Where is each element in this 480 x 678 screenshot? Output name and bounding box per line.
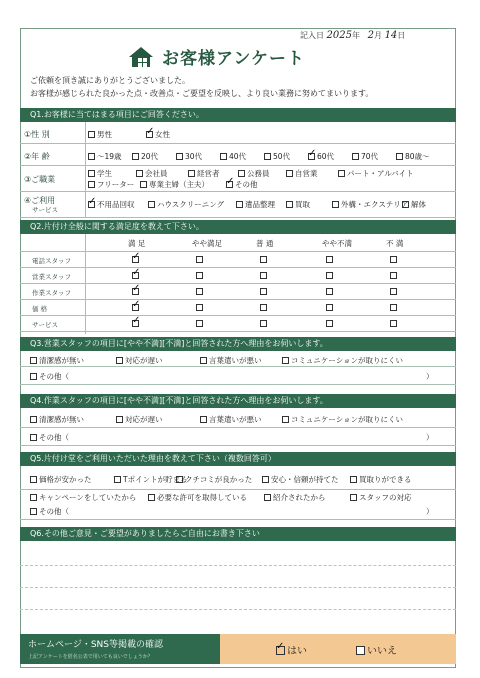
no-label: いいえ (367, 646, 397, 657)
q3-option[interactable] (282, 355, 403, 366)
checkbox[interactable] (402, 201, 409, 208)
checkbox[interactable] (176, 476, 183, 483)
intro-text (30, 74, 373, 100)
checkbox[interactable] (146, 131, 153, 138)
rating-checkbox[interactable] (260, 272, 267, 279)
checkbox[interactable] (140, 181, 147, 188)
checkbox[interactable] (308, 153, 315, 160)
rating-checkbox[interactable] (196, 256, 203, 263)
q3-title: Q3.営業スタッフの項目に[やや不満][不満]と回答された方へ理由をお伺いします。 (20, 337, 456, 351)
option-label: 言葉遣いが悪い (209, 415, 262, 424)
rating-checkbox[interactable] (132, 320, 139, 327)
job-option[interactable] (238, 168, 270, 179)
day-unit: 日 (397, 31, 406, 40)
q5-option[interactable] (264, 492, 326, 503)
title-row (128, 44, 305, 69)
option-label: 50代 (273, 152, 291, 161)
checkbox[interactable] (220, 153, 227, 160)
q4-options-row (20, 408, 456, 428)
job-option[interactable] (226, 179, 258, 190)
comment-line-2[interactable] (20, 587, 456, 588)
q2-column-header: やや不満 (322, 239, 352, 248)
checkbox[interactable] (30, 508, 37, 515)
job-option[interactable] (140, 179, 209, 190)
rating-checkbox[interactable] (326, 320, 333, 327)
age-option[interactable] (264, 151, 290, 162)
rating-checkbox[interactable] (196, 320, 203, 327)
q2-row-label: 作業スタッフ (32, 289, 71, 297)
q2-column-header: やや満足 (192, 239, 222, 248)
service-option[interactable] (236, 199, 275, 210)
checkbox[interactable] (286, 170, 293, 177)
rating-checkbox[interactable] (196, 272, 203, 279)
option-label: 会社員 (145, 169, 168, 178)
rating-checkbox[interactable] (390, 256, 397, 263)
option-label: 言葉遣いが悪い (209, 356, 262, 365)
q3-option[interactable] (30, 355, 84, 366)
option-label: 80歳～ (405, 152, 430, 161)
option-label: 紹介されたから (273, 493, 326, 502)
house-icon (128, 46, 154, 68)
rating-checkbox[interactable] (390, 304, 397, 311)
q2-row-label: サービス (32, 321, 58, 329)
option-label: 遺品整理 (245, 200, 275, 209)
option-label: Tポイントが貯まる (123, 475, 188, 484)
q3-option[interactable] (116, 355, 163, 366)
option-label: 買取りができる (359, 475, 412, 484)
option-label: パート・アルバイト (347, 169, 414, 178)
checkbox[interactable] (338, 170, 345, 177)
option-label: スタッフの対応 (359, 493, 412, 502)
q4-other-row (20, 428, 456, 446)
q4-option[interactable] (200, 414, 262, 425)
service-option[interactable] (332, 199, 408, 210)
service-option[interactable] (148, 199, 224, 210)
option-label: 70代 (361, 152, 379, 161)
option-label: 買取 (295, 200, 310, 209)
rating-checkbox[interactable] (196, 304, 203, 311)
rating-checkbox[interactable] (260, 320, 267, 327)
comment-line-3[interactable] (20, 609, 456, 610)
checkbox[interactable] (200, 416, 207, 423)
checkbox[interactable] (30, 494, 37, 501)
checkbox[interactable] (148, 494, 155, 501)
consent-sub: 上記アンケートを匿名公表で用いても良いでしょうか？ (28, 654, 153, 660)
intro-line-1: ご依頼を頂き誠にありがとうございました。 (30, 76, 190, 85)
checkbox[interactable] (286, 201, 293, 208)
age-option[interactable] (176, 151, 202, 162)
consent-label: ホームページ・SNS等掲載の確認 (28, 640, 163, 650)
option-label: フリーター (97, 180, 135, 189)
job-option[interactable] (188, 168, 220, 179)
job-option[interactable] (136, 168, 168, 179)
option-label: 解体 (411, 200, 426, 209)
option-label: 対応が遅い (125, 356, 163, 365)
rating-checkbox[interactable] (260, 288, 267, 295)
checkbox[interactable] (30, 416, 37, 423)
q5-option[interactable] (262, 474, 339, 485)
checkbox[interactable] (116, 357, 123, 364)
q5-option[interactable] (148, 492, 247, 503)
rating-checkbox[interactable] (196, 288, 203, 295)
q5-row-1 (20, 466, 456, 490)
q3-option[interactable] (200, 355, 262, 366)
gender-option[interactable] (88, 129, 112, 140)
q4-option[interactable] (30, 414, 84, 425)
date-label: 記入日 (300, 31, 324, 40)
age-label: ②年 齢 (24, 152, 50, 161)
q3-options-row (20, 351, 456, 367)
checkbox[interactable] (236, 201, 243, 208)
option-label: 公務員 (247, 169, 270, 178)
rating-checkbox[interactable] (390, 320, 397, 327)
rating-checkbox[interactable] (260, 304, 267, 311)
age-option[interactable] (352, 151, 378, 162)
service-option[interactable] (402, 199, 426, 210)
q5-option[interactable] (30, 492, 136, 503)
checkbox[interactable] (88, 131, 95, 138)
option-label: その他（ (39, 507, 69, 516)
job-option[interactable] (286, 168, 318, 179)
age-option[interactable] (220, 151, 246, 162)
option-label: 安心・信頼が持てた (271, 475, 339, 484)
checkbox[interactable] (350, 476, 357, 483)
q5-close-paren: ） (426, 507, 434, 516)
rating-checkbox[interactable] (326, 272, 333, 279)
option-label: 不用品回収 (97, 200, 135, 209)
option-label: 60代 (317, 152, 335, 161)
q1-divider (85, 122, 86, 218)
option-label: 清潔感が無い (39, 415, 84, 424)
q4-close-paren: ） (426, 433, 434, 442)
rating-checkbox[interactable] (132, 256, 139, 263)
q4-other-option[interactable] (30, 432, 69, 443)
checkbox[interactable] (132, 153, 139, 160)
checkbox[interactable] (352, 153, 359, 160)
rating-checkbox[interactable] (390, 272, 397, 279)
checkbox[interactable] (238, 170, 245, 177)
intro-line-2: お客様が感じられた良かった点・改善点・ご要望を反映し、より良い業務に努めてまいります。 (30, 89, 374, 98)
q4-option[interactable] (116, 414, 163, 425)
option-label: 男性 (97, 130, 112, 139)
checkbox[interactable] (88, 201, 95, 208)
checkbox[interactable] (88, 181, 95, 188)
q2-divider (85, 234, 86, 334)
q4-title: Q4.作業スタッフの項目に[やや不満][不満]と回答された方へ理由をお伺いします。 (20, 394, 456, 408)
age-option[interactable] (396, 151, 430, 162)
q2-title: Q2.片付け全般に関する満足度を教えて下さい。 (20, 220, 456, 234)
option-label: 対応が遅い (125, 415, 163, 424)
option-label: 20代 (141, 152, 159, 161)
checkbox[interactable] (30, 357, 37, 364)
q5-other-row (20, 504, 456, 520)
checkbox[interactable] (30, 373, 37, 380)
service-option[interactable] (88, 199, 135, 210)
option-label: その他 (235, 180, 258, 189)
job-option[interactable] (338, 168, 414, 179)
job-option[interactable] (88, 168, 112, 179)
rating-checkbox[interactable] (132, 288, 139, 295)
age-option[interactable] (132, 151, 158, 162)
q3-other-row (20, 367, 456, 385)
rating-checkbox[interactable] (390, 288, 397, 295)
checkbox[interactable] (282, 416, 289, 423)
rating-checkbox[interactable] (260, 256, 267, 263)
gender-option[interactable] (146, 129, 170, 140)
option-label: 学生 (97, 169, 112, 178)
option-label: コミュニケーションが取りにくい (291, 356, 404, 365)
month-unit: 月 (374, 31, 383, 40)
q3-close-paren: ） (426, 372, 434, 381)
checkbox[interactable] (116, 416, 123, 423)
option-label: 清潔感が無い (39, 356, 84, 365)
checkbox[interactable] (262, 476, 269, 483)
checkbox[interactable] (200, 357, 207, 364)
service-label-2: サービス (32, 206, 58, 214)
option-label: 自営業 (295, 169, 318, 178)
age-option[interactable] (308, 151, 334, 162)
checkbox[interactable] (264, 494, 271, 501)
option-label: クチコミが良かった (185, 475, 253, 484)
checkbox[interactable] (396, 153, 403, 160)
rating-checkbox[interactable] (326, 256, 333, 263)
service-option[interactable] (286, 199, 310, 210)
option-label: 必要な許可を取得している (157, 493, 247, 502)
q5-option[interactable] (350, 474, 412, 485)
q2-row-label: 電話スタッフ (32, 257, 71, 265)
consent-no[interactable] (356, 642, 397, 657)
checkbox[interactable] (264, 153, 271, 160)
year-unit: 年 (352, 31, 360, 40)
entry-date (300, 30, 405, 41)
job-option[interactable] (88, 179, 134, 190)
checkbox[interactable] (30, 434, 37, 441)
rating-checkbox[interactable] (326, 304, 333, 311)
option-label: その他（ (39, 433, 69, 442)
q2-column-header: 普 通 (256, 239, 274, 248)
checkbox[interactable] (282, 357, 289, 364)
consent-options (220, 634, 456, 664)
q2-column-header: 満 足 (128, 239, 146, 248)
rating-checkbox[interactable] (326, 288, 333, 295)
option-label: 専業主婦（主夫） (149, 180, 209, 189)
publication-consent-bar (20, 634, 456, 664)
date-year: 2025 (326, 30, 352, 41)
q5-option[interactable] (30, 474, 92, 485)
checkbox[interactable] (30, 476, 37, 483)
q4-option[interactable] (282, 414, 403, 425)
page-title: お客様アンケート (162, 49, 305, 69)
consent-yes[interactable] (276, 642, 307, 657)
q5-title: Q5.片付け堂をご利用いただいた理由を教えて下さい（複数回答可） (20, 452, 456, 466)
option-label: ハウスクリーニング (157, 200, 225, 209)
checkbox[interactable] (136, 170, 143, 177)
q2-column-header: 不 満 (386, 239, 404, 248)
checkbox[interactable] (188, 170, 195, 177)
q5-other-option[interactable] (30, 506, 69, 517)
yes-label: はい (287, 646, 307, 657)
no-checkbox[interactable] (356, 646, 365, 655)
job-label: ③ご職業 (24, 175, 56, 184)
service-label-1: ④ご利用 (24, 196, 56, 205)
option-label: コミュニケーションが取りにくい (291, 415, 404, 424)
rating-checkbox[interactable] (132, 304, 139, 311)
checkbox[interactable] (148, 201, 155, 208)
gender-label: ①性 別 (24, 130, 50, 139)
checkbox[interactable] (88, 170, 95, 177)
q2-row-label: 価 格 (32, 305, 48, 313)
q5-option[interactable] (350, 492, 412, 503)
option-label: その他（ (39, 372, 69, 381)
date-month: 2 (367, 30, 375, 41)
comment-line-1[interactable] (20, 565, 456, 566)
q5-row-2 (20, 490, 456, 504)
checkbox[interactable] (332, 201, 339, 208)
option-label: 外構・エクステリア (341, 200, 409, 209)
option-label: 経営者 (197, 169, 220, 178)
option-label: ～19歳 (97, 152, 122, 161)
q6-title: Q6.その他ご意見・ご要望がありましたらご自由にお書き下さい (20, 527, 456, 541)
yes-checkbox[interactable] (276, 646, 285, 655)
checkbox[interactable] (88, 153, 95, 160)
option-label: 30代 (185, 152, 203, 161)
option-label: 40代 (229, 152, 247, 161)
checkbox[interactable] (350, 494, 357, 501)
option-label: 女性 (155, 130, 170, 139)
checkbox[interactable] (226, 181, 233, 188)
option-label: キャンペーンをしていたから (39, 493, 137, 502)
checkbox[interactable] (114, 476, 121, 483)
q1-title: Q1.お客様に当てはまる項目にご回答ください。 (20, 108, 456, 122)
q5-option[interactable] (176, 474, 252, 485)
rating-checkbox[interactable] (132, 272, 139, 279)
option-label: 価格が安かった (39, 475, 92, 484)
q3-other-option[interactable] (30, 371, 69, 382)
age-option[interactable] (88, 151, 122, 162)
checkbox[interactable] (176, 153, 183, 160)
date-day: 14 (384, 30, 398, 41)
q2-row-label: 営業スタッフ (32, 273, 71, 281)
